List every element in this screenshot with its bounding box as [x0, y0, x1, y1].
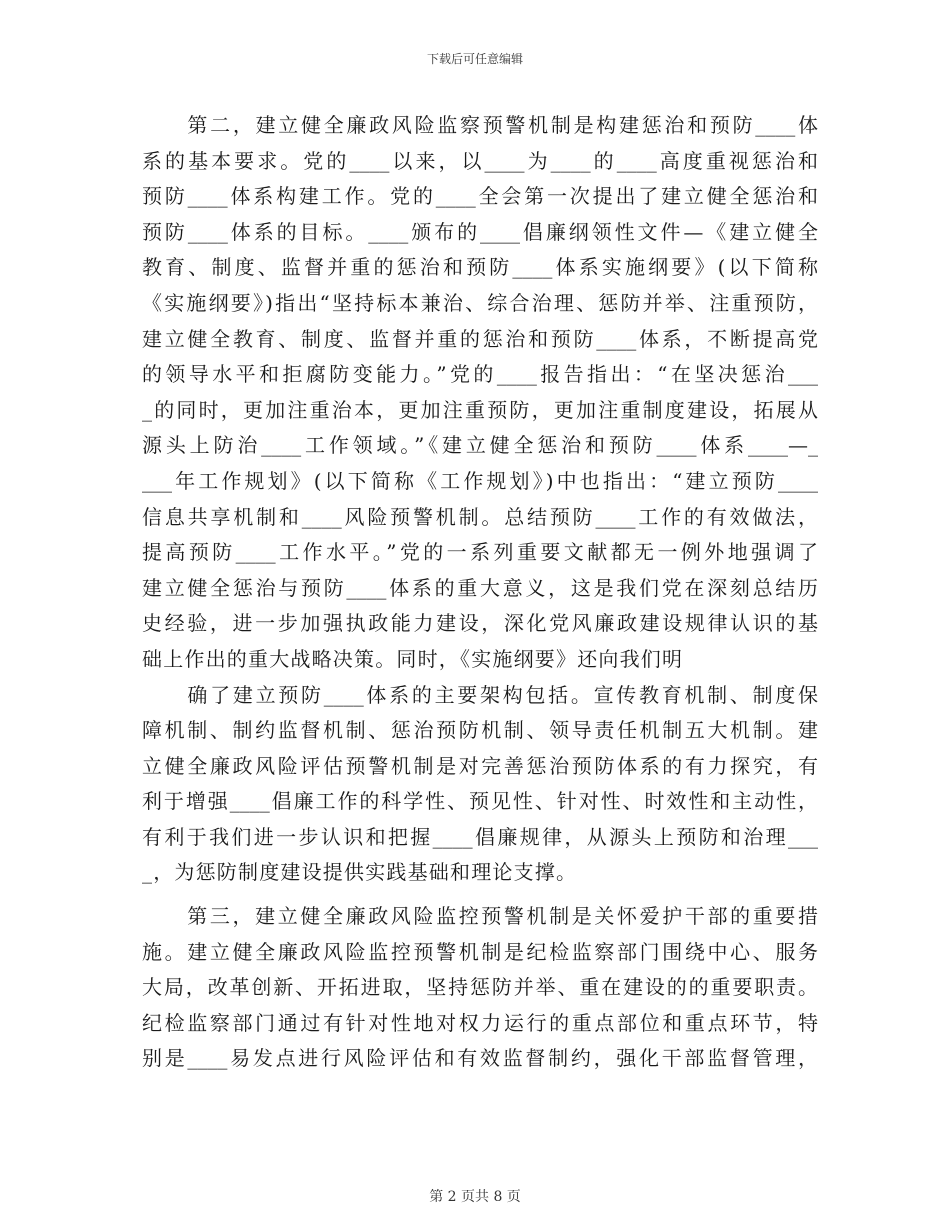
text-line: 《实施纲要》)指出“坚持标本兼治、综合治理、惩防并举、注重预防，: [142, 290, 818, 315]
paragraph-2: [142, 108, 818, 678]
text-line: 第三，建立健全廉政风险监控预警机制是关怀爱护干部的重要措: [142, 904, 818, 929]
text-line: 的领导水平和拒腐防变能力。”党的____报告指出：“在坚决惩治___: [142, 362, 818, 387]
text-line: 教育、制度、监督并重的惩治和预防____体系实施纲要》(以下简称: [142, 255, 818, 280]
text-line: _的同时，更加注重治本，更加注重预防，更加注重制度建设，拓展从: [142, 397, 818, 422]
page-footer: 第 2 页共 8 页: [429, 1189, 521, 1205]
text-line: _，为惩防制度建设提供实践基础和理论支撑。: [142, 860, 578, 885]
text-line: 确了建立预防____体系的主要架构包括。宣传教育机制、制度保: [142, 682, 818, 707]
page-header: 下载后可任意编辑: [426, 52, 523, 66]
text-line: 施。建立健全廉政风险监控预警机制是纪检监察部门围绕中心、服务: [142, 939, 818, 964]
text-line: 障机制、制约监督机制、惩治预防机制、领导责任机制五大机制。建: [142, 718, 818, 743]
text-line: 系的基本要求。党的____以来，以____为____的____高度重视惩治和: [142, 148, 818, 173]
text-line: 有利于我们进一步认识和把握____倡廉规律，从源头上预防和治理___: [142, 824, 818, 849]
paragraph-continuation: [142, 678, 818, 892]
text-line: 建立健全教育、制度、监督并重的惩治和预防____体系，不断提高党: [142, 326, 818, 351]
text-line: 别是____易发点进行风险评估和有效监督制约，强化干部监督管理，: [142, 1046, 818, 1071]
text-line: 立健全廉政风险评估预警机制是对完善惩治预防体系的有力探究，有: [142, 753, 818, 778]
text-line: 纪检监察部门通过有针对性地对权力运行的重点部位和重点环节，特: [142, 1010, 818, 1035]
text-line: 信息共享机制和____风险预警机制。总结预防____工作的有效做法，: [142, 504, 818, 529]
text-line: 利于增强____倡廉工作的科学性、预见性、针对性、时效性和主动性，: [142, 789, 818, 814]
text-line: 第二，建立健全廉政风险监察预警机制是构建惩治和预防____体: [142, 113, 818, 137]
text-line: 建立健全惩治与预防____体系的重大意义，这是我们党在深刻总结历: [142, 575, 818, 600]
text-line: 大局，改革创新、开拓进取，坚持惩防并举、重在建设的的重要职责。: [142, 975, 818, 1000]
text-line: 源头上防治____工作领域。”《建立健全惩治和预防____体系____—_: [142, 433, 818, 458]
text-line: 史经验，进一步加强执政能力建设，深化党风廉政建设规律认识的基: [142, 611, 818, 636]
document-body: [142, 108, 818, 1077]
text-line: 础上作出的重大战略决策。同时，《实施纲要》还向我们明: [142, 646, 684, 671]
text-line: 预防____体系构建工作。党的____全会第一次提出了建立健全惩治和: [142, 184, 818, 209]
paragraph-3: [142, 899, 818, 1077]
text-line: 预防____体系的目标。____颁布的____倡廉纲领性文件—《建立健全: [142, 219, 818, 244]
paragraph-gap: [142, 891, 818, 899]
text-line: ___年工作规划》(以下简称《工作规划》)中也指出：“建立预防____: [142, 468, 818, 493]
text-line: 提高预防____工作水平。”党的一系列重要文献都无一例外地强调了: [142, 540, 818, 565]
